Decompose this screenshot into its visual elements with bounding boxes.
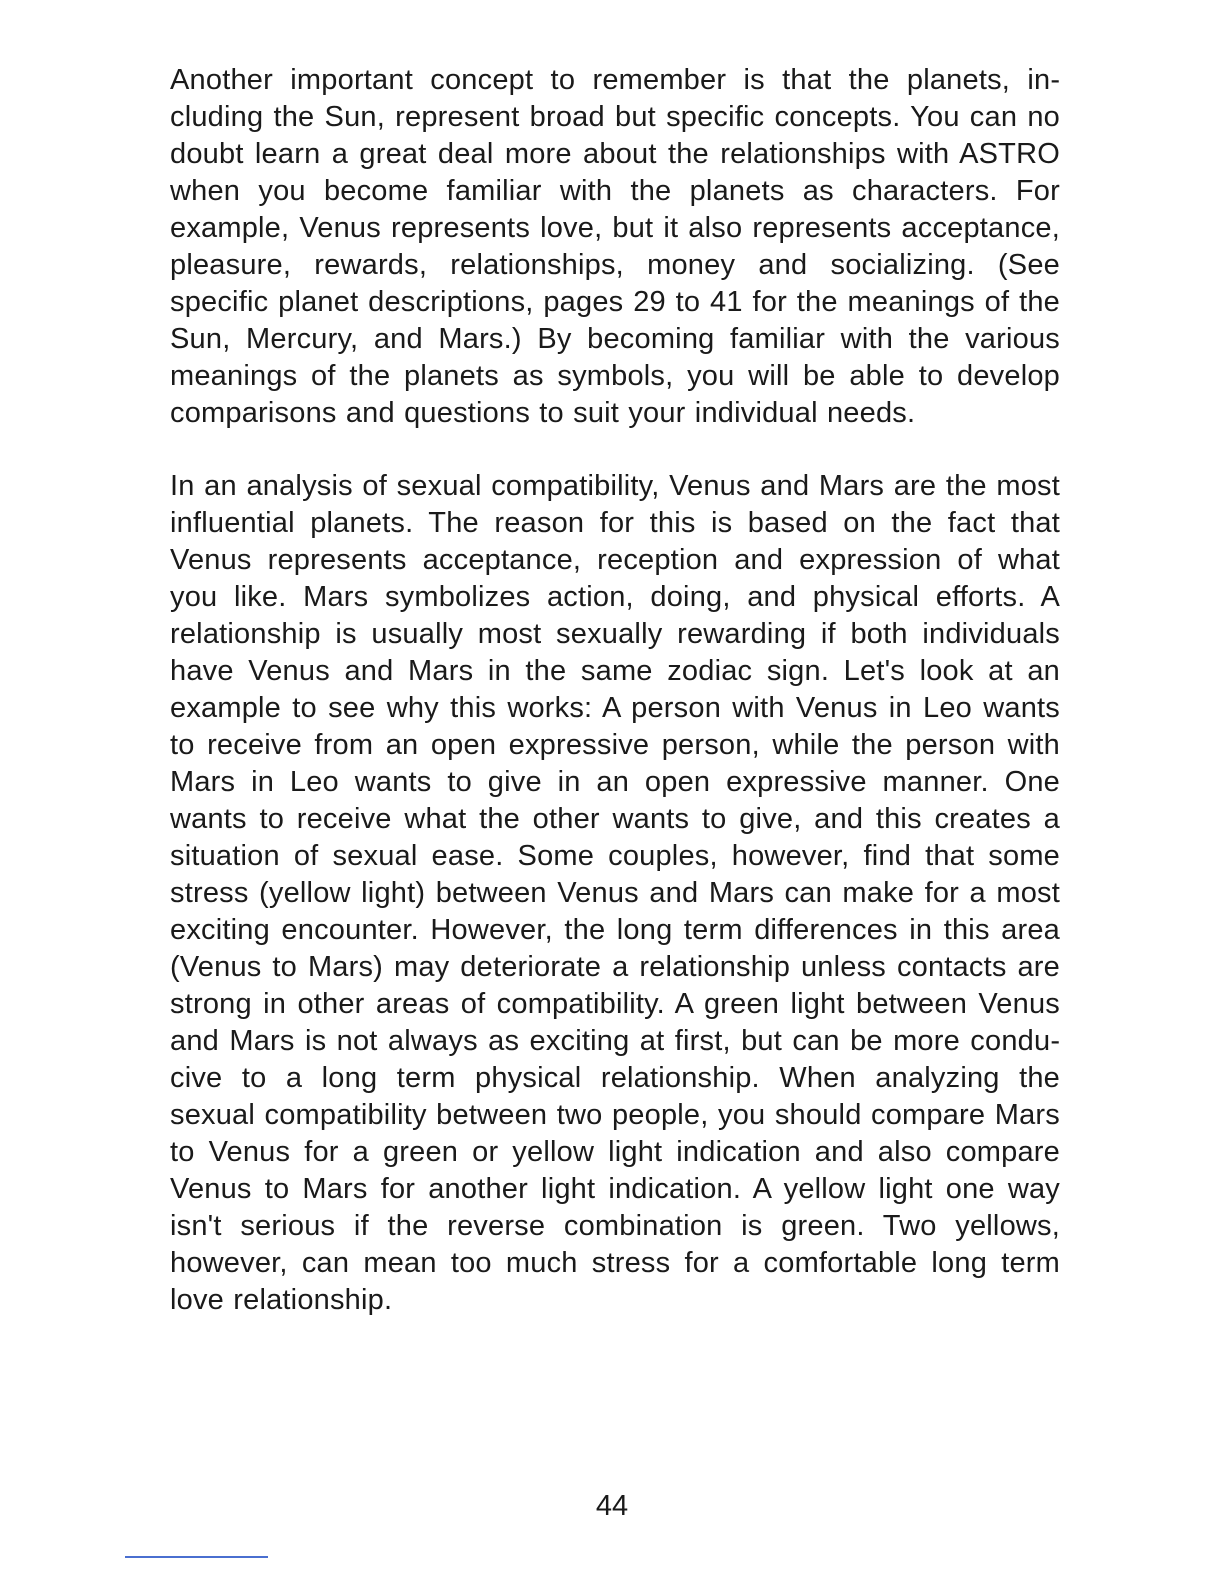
paragraph-sexual-compatibility: In an analysis of sexual compatibility, Venus and Mars are the most influential planets. The reason for this is based on the fact that Venus represents acceptance, reception and expression of what you like. Mars symbolizes action, doing, and physical efforts. A relationship is usually most sexually rewarding if both individuals have Venus and Mars in the same zodiac sign. Let's look at an example to see why this works: A person with Venus in Leo wants to receive from an open expressive person, while the person with Mars in Leo wants to give in an open expressive manner. One wants to receive what the other wants to give, and this creates a situation of sexual ease. Some couples, however, find that some stress (yellow light) between Venus and Mars can make for a most exciting encounter. However, the long term differences in this area (Venus to Mars) may deteriorate a relationship unless contacts are strong in other areas of compatibility. A green light between Venus and Mars is not always as exciting at first, but can be more conducive to a long term physical relationship. When analyzing the sexual compatibility between two people, you should compare Mars to Venus for a green or yellow light indication and also compare Venus to Mars for another light indication. A yellow light one way isn't serious if the reverse combination is green. Two yellows, however, can mean too much stress for a comfortable long term love relationship. <box>170 470 1060 1316</box>
paragraph-planets-concepts: Another important concept to remember is that the planets, including the Sun, represent broad but specific concepts. You can no doubt learn a great deal more about the relationships with ASTRO when you become familiar with the planets as characters. For example, Venus represents love, but it also represents acceptance, pleasure, rewards, relationships, money and socializing. (See specific planet descriptions, pages 29 to 41 for the meanings of the Sun, Mercury, and Mars.) By becoming familiar with the various meanings of the planets as symbols, you will be able to develop comparisons and questions to suit your individual needs. <box>170 64 1060 429</box>
scan-edge-line <box>125 1556 268 1558</box>
page-number: 44 <box>595 1490 629 1522</box>
page-body <box>170 62 1060 1319</box>
